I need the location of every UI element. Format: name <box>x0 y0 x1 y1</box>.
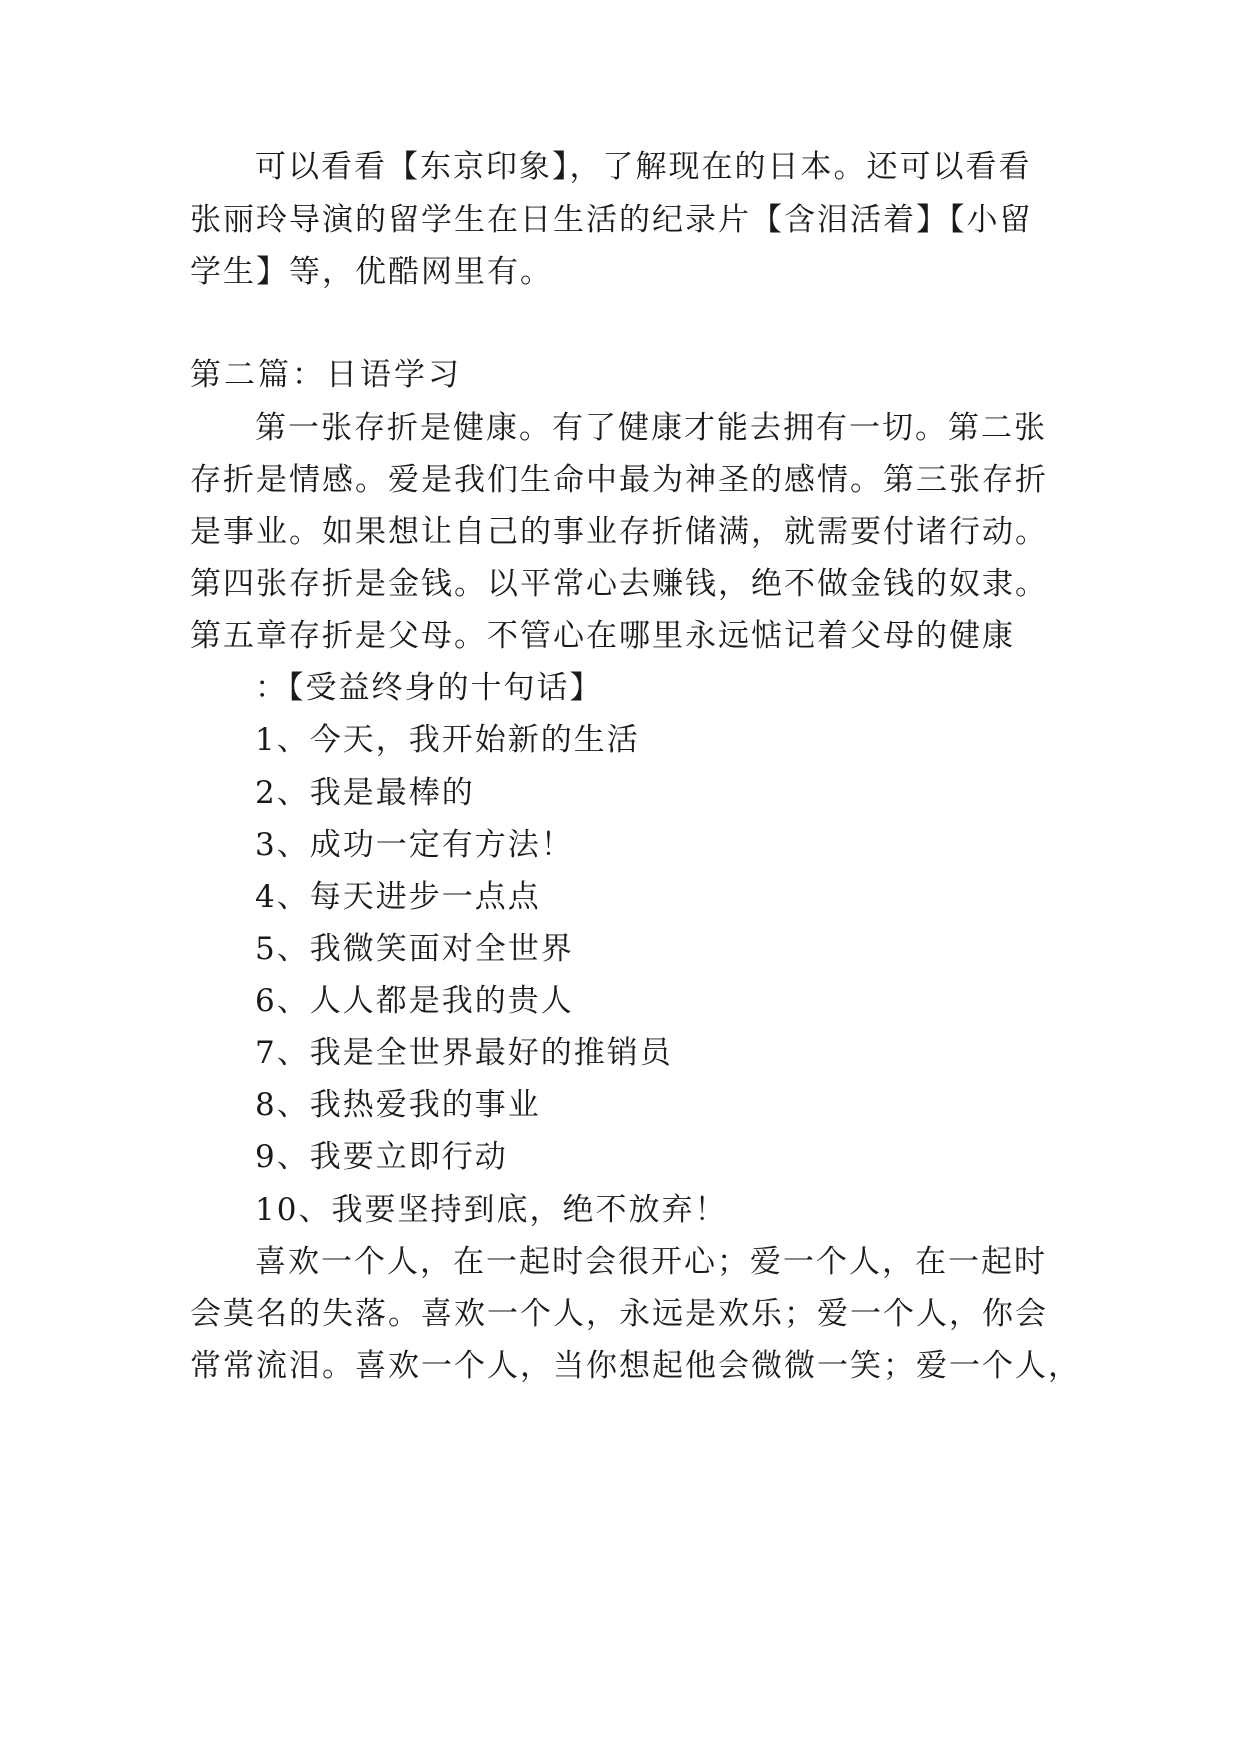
list-item: 2、我是最棒的 <box>255 775 475 811</box>
list-item: 8、我热爱我的事业 <box>255 1087 541 1123</box>
passbook-paragraph-line: 第五章存折是父母。不管心在哪里永远惦记着父母的健康 <box>190 618 1015 654</box>
intro-paragraph-line: 可以看看【东京印象】，了解现在的日本。还可以看看 <box>255 149 1032 185</box>
passbook-paragraph-line: 是事业。如果想让自己的事业存折储满，就需要付诸行动。 <box>190 514 1048 550</box>
intro-paragraph-line: 张丽玲导演的留学生在日生活的纪录片【含泪活着】【小留 <box>190 202 1033 238</box>
love-paragraph-line: 会莫名的失落。喜欢一个人，永远是欢乐；爱一个人，你会 <box>190 1296 1048 1332</box>
list-item: 1、今天，我开始新的生活 <box>255 722 640 758</box>
love-paragraph-line: 喜欢一个人，在一起时会很开心；爱一个人，在一起时 <box>255 1244 1047 1280</box>
list-title: ：【受益终身的十句话】 <box>255 670 603 706</box>
love-paragraph-line: 常常流泪。喜欢一个人，当你想起他会微微一笑；爱一个人， <box>190 1348 1081 1384</box>
list-item: 7、我是全世界最好的推销员 <box>255 1035 673 1071</box>
list-item: 4、每天进步一点点 <box>255 879 541 915</box>
passbook-paragraph-line: 第一张存折是健康。有了健康才能去拥有一切。第二张 <box>255 410 1047 446</box>
section-title: 第二篇：日语学习 <box>190 357 462 393</box>
list-item: 9、我要立即行动 <box>255 1139 508 1175</box>
list-item: 3、成功一定有方法！ <box>255 827 574 863</box>
passbook-paragraph-line: 存折是情感。爱是我们生命中最为神圣的感情。第三张存折 <box>190 462 1048 498</box>
passbook-paragraph-line: 第四张存折是金钱。以平常心去赚钱，绝不做金钱的奴隶。 <box>190 566 1048 602</box>
list-item: 10、我要坚持到底，绝不放弃！ <box>255 1192 728 1228</box>
list-item: 6、人人都是我的贵人 <box>255 983 574 1019</box>
list-item: 5、我微笑面对全世界 <box>255 931 574 967</box>
intro-paragraph-line: 学生】等，优酷网里有。 <box>190 254 553 290</box>
